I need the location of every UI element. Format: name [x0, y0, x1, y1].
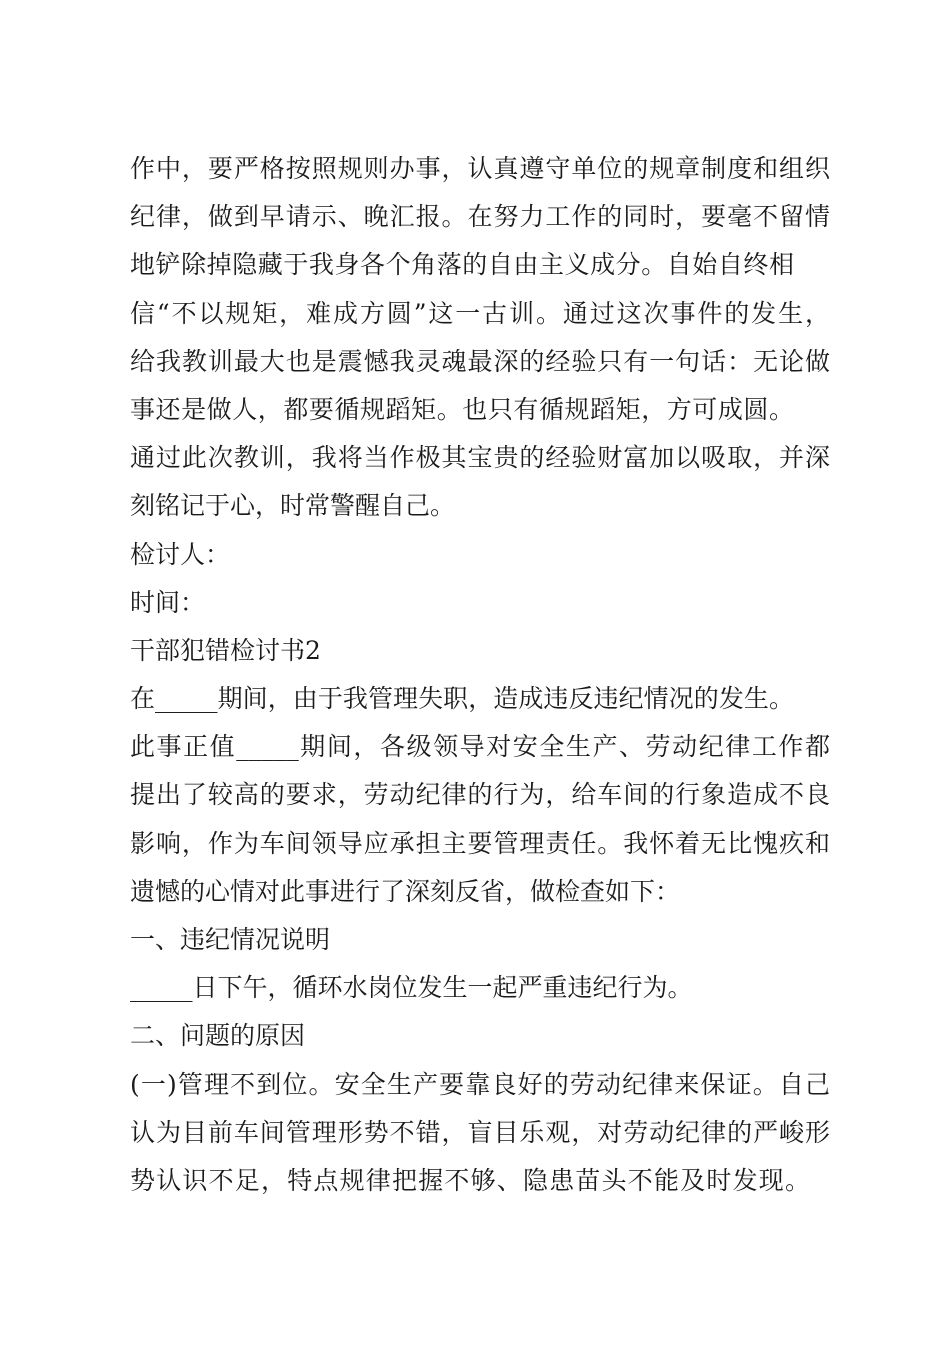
body-line: 提出了较高的要求，劳动纪律的行为，给车间的行象造成不良 [130, 780, 830, 810]
body-line: 信“不以规矩，难成方圆”这一古训。通过这次事件的发生， [130, 298, 830, 328]
body-line: 给我教训最大也是震憾我灵魂最深的经验只有一句话：无论做 [130, 346, 830, 376]
body-line: 地铲除掉隐藏于我身各个角落的自由主义成分。自始自终相 [130, 250, 794, 280]
body-line: (一)管理不到位。安全生产要靠良好的劳动纪律来保证。自己 [130, 1069, 830, 1099]
section-title: 干部犯错检讨书2 [130, 635, 321, 665]
document-body [130, 145, 830, 1205]
body-line: 认为目前车间管理形势不错，盲目乐观，对劳动纪律的严峻形 [130, 1117, 830, 1147]
section-heading: 二、问题的原因 [130, 1021, 306, 1051]
body-line: 在_____期间，由于我管理失职，造成违反违纪情况的发生。 [130, 684, 794, 714]
body-line: 刻铭记于心，时常警醒自己。 [130, 491, 456, 521]
body-line: 影响，作为车间领导应承担主要管理责任。我怀着无比愧疚和 [130, 828, 830, 858]
signer-label: 检讨人： [130, 539, 231, 569]
body-line: 纪律，做到早请示、晚汇报。在努力工作的同时，要毫不留情 [130, 202, 830, 232]
body-line: 事还是做人，都要循规蹈矩。也只有循规蹈矩，方可成圆。 [130, 394, 794, 424]
body-line: 此事正值_____期间，各级领导对安全生产、劳动纪律工作都 [130, 732, 830, 762]
body-line: 势认识不足，特点规律把握不够、隐患苗头不能及时发现。 [130, 1165, 810, 1195]
body-line: _____日下午，循环水岗位发生一起严重违纪行为。 [130, 973, 693, 1003]
section-heading: 一、违纪情况说明 [130, 925, 331, 954]
date-label: 时间： [130, 587, 206, 617]
body-line: 通过此次教训，我将当作极其宝贵的经验财富加以吸取，并深 [130, 443, 830, 473]
body-line: 遗憾的心情对此事进行了深刻反省，做检查如下： [130, 876, 681, 906]
body-line: 作中，要严格按照规则办事，认真遵守单位的规章制度和组织 [130, 154, 830, 183]
